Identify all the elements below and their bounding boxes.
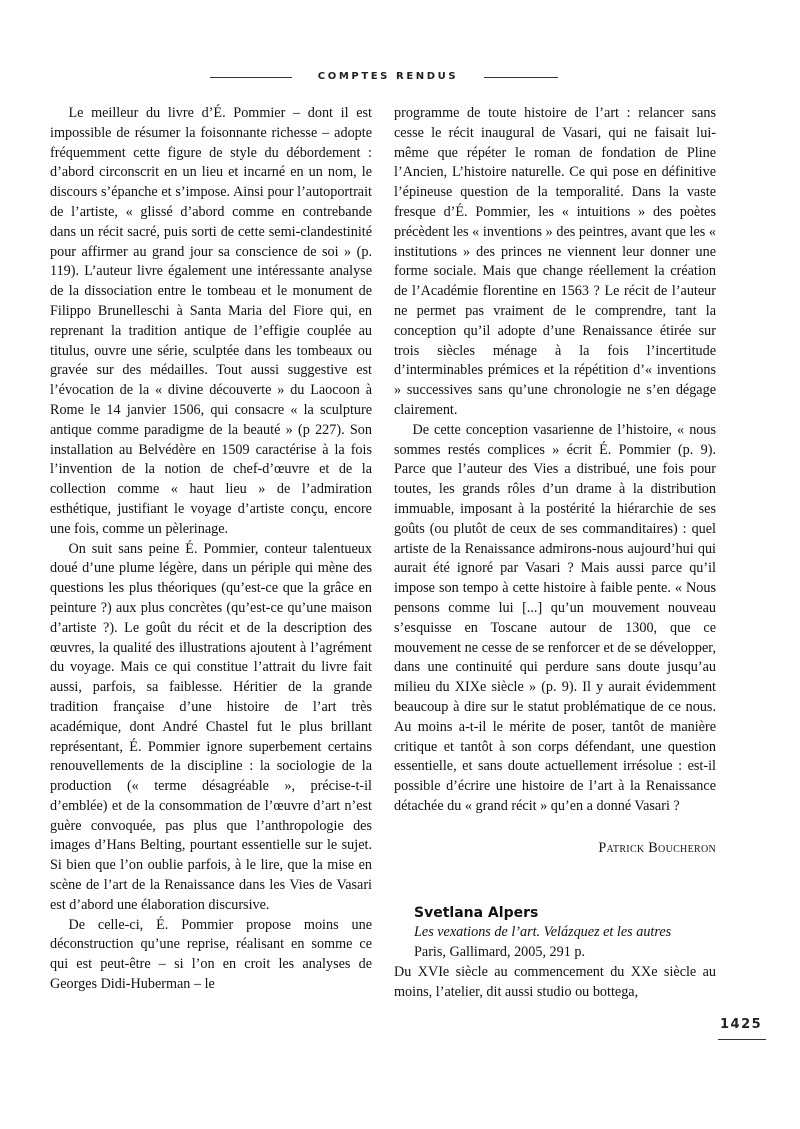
running-head-text: COMPTES RENDUS — [317, 71, 459, 82]
running-head-rule-right — [484, 77, 558, 78]
paragraph: De celle-ci, É. Pommier propose moins une déconstruction qu’une reprise, réalisant en somme ce qui est peut-être – si l’on en croit les analyses de Georges Didi-Huberman – le — [50, 916, 372, 993]
page-number: 1425 — [720, 1017, 763, 1032]
review-header — [394, 904, 716, 963]
reviewed-book-title: Les vexations de l’art. Velázquez et les autres — [414, 924, 672, 941]
paragraph: programme de toute histoire de l’art : relancer sans cesse le récit inaugural de Vasari, qui ne faisait lui-même que répéter le roman de fondation de Pline l’Ancien, L’histoire naturelle. Ce qui pose en définitive l’épineuse question de la temporalité. Dans la vaste fresque d’É. Pommier, les « intuitions » des poètes précèdent les « inventions » des peintres, avant que les « institutions » des princes ne viennent leur donner une forme sociale. Mais que change réellement la création de l’Académie florentine en 1563 ? Le récit de l’auteur ne permet pas vraiment de le comprendre, tant la conception qu’il adopte d’une Renaissance étirée sur trois siècles ménage à la fois l’incertitude d’interminables prémices et la répétition d’« inventions » successives sans qu’une chronologie ne s’en dégage clairement. — [394, 105, 716, 418]
reviewed-book-author: Svetlana Alpers — [414, 905, 539, 922]
paragraph: On suit sans peine É. Pommier, conteur talentueux doué d’une plume légère, dans un périple qui mène des questions les plus théoriques (qu’est-ce que la grâce en peinture ?) aux plus concrètes (qu’est-ce qu’une maison d’artiste ?). Le goût du récit et de la description des œuvres, la qualité des illustrations ajoutent à l’agrément du voyage. Mais ce qui constitue l’attrait du livre fait aussi, parfois, sa faiblesse. Héritier de la grande tradition française d’une histoire de l’art très académique, dont André Chastel fut le plus brillant représentant, É. Pommier ignore superbement certains renouvellements de la discipline : la sociologie de la production (« terme désagréable », précise-t-il d’emblée) et de la consommation de l’œuvre d’art n’est guère convoquée, pas plus que l’anthropologie des images d’Hans Belting, pourtant essentielle sur le sujet. Si bien que l’on oublie parfois, à le lire, que la mise en scène de l’art de la Renaissance dans les Vies de Vasari est d’abord une élaboration discursive. — [50, 540, 372, 913]
reviewed-book-publication: Paris, Gallimard, 2005, 291 p. — [414, 944, 586, 961]
left-column — [50, 104, 372, 995]
paragraph: De cette conception vasarienne de l’histoire, « nous sommes restés complices » écrit É. Pommier (p. 9). Parce que l’auteur des Vies a distribué, une fois pour toutes, les grands rôles d’un drame à la distribution immuable, imposant à la postérité la hiérarchie de ses goûts (ou plutôt de ceux de ses commanditaires) : quel artiste de la Renaissance admirons-nous aujourd’hui qui aurait été ignoré par Vasari ? Mais aussi parce qu’il impose son tempo à cette histoire à faible pente. « Nous pensons comme lui [...] qu’un mouvement nouveau s’esquisse en Toscane autour de 1300, que ce mouvement ne cesse de se renforcer et de se développer, dans une continuité qui perdure sans doute jusqu’au milieu du XIXe siècle » (p. 9). Il y aurait évidemment beaucoup à dire sur le statut problématique de ce nous. Au moins a-t-il le mérite de poser, tantôt de manière critique et tantôt à son corps défendant, une question essentielle, et sans doute actuellement irrésolue : est-il possible d’écrire une histoire de l’art à la Renaissance détachée du « grand récit » qu’en a donné Vasari ? — [394, 421, 716, 814]
running-head-rule-left — [210, 77, 292, 78]
review-body-start: Du XVIe siècle au commencement du XXe siècle au moins, l’atelier, dit aussi studio ou bottega, — [394, 964, 716, 1000]
right-column — [394, 104, 716, 1003]
page-number-rule — [718, 1039, 766, 1040]
review-signature: Patrick Boucheron — [598, 839, 716, 856]
running-head — [0, 70, 800, 84]
paragraph: Le meilleur du livre d’É. Pommier – dont il est impossible de résumer la foisonnante richesse – adopte fréquemment cette figure de style du débordement : d’abord circonscrit en un lieu et incarné en un nom, le discours s’épanche et s’impose. Ainsi pour l’autoportrait de l’artiste, « glissé d’abord comme en contrebande dans un récit sacré, puis sorti de cette semi-clandestinité pour affirmer au grand jour sa conscience de soi » (p. 119). L’auteur livre également une intéressante analyse de la dissociation entre le tombeau et le monument de Filippo Brunelleschi à Santa Maria del Fiore qui, en reprenant la tradition antique de l’effigie couplée au titulus, ouvre une série, sculptée dans les tombeaux ou gravée sur des médailles. Tout aussi suggestive est l’évocation de la « divine découverte » du Laocoon à Rome le 14 janvier 1506, qui consacre « la sculpture antique comme paradigme de la beauté » (p 227). Son installation au Belvédère en 1509 caractérise à la fois l’invention de la notion de chef-d’œuvre et de la collection comme « haut lieu » de l’admiration esthétique, justifiant le voyage d’artiste conçu, encore une fois, comme un pèlerinage. — [50, 105, 372, 537]
